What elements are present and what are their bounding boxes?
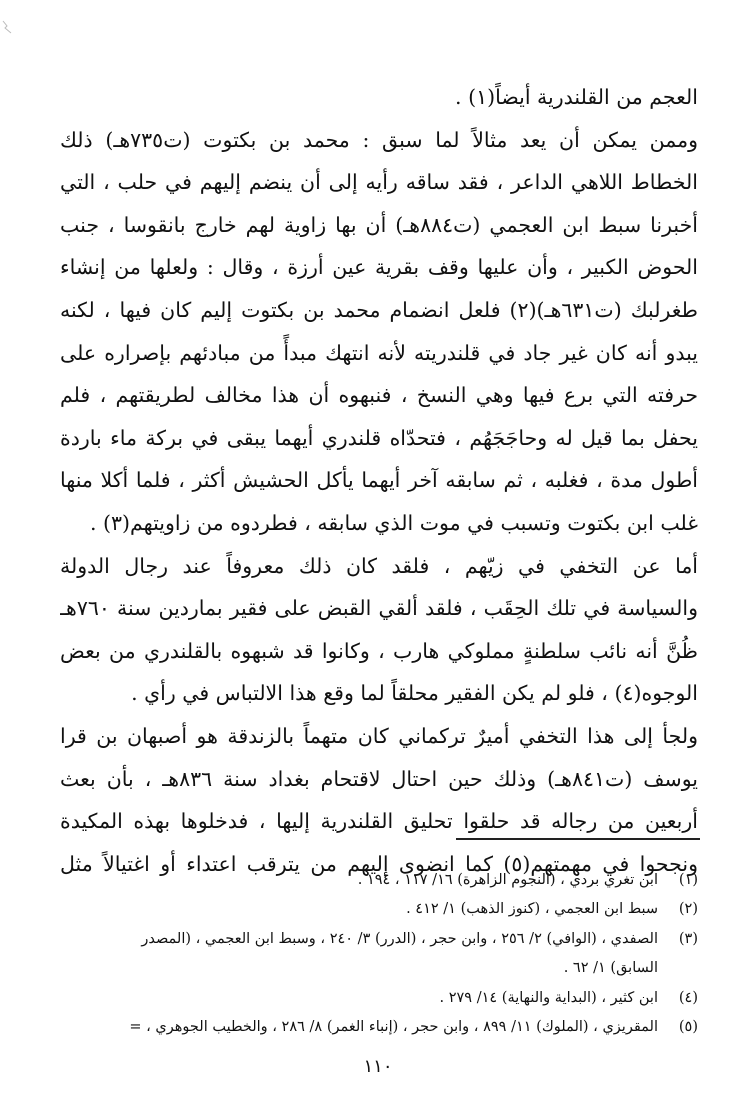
footnote-text: سبط ابن العجمي ، (كنوز الذهب) ١/ ٤١٢ . (406, 901, 658, 918)
footnote-number: (٣) (678, 930, 698, 947)
footnote-number: (٥) (678, 1018, 698, 1035)
text-line: أطول مدة ، فغلبه ، ثم سابقه آخر أيهما يأكل الحشيش أكثر ، فلما أكلا منها (60, 468, 698, 493)
text-line: يحفل بما قيل له وحاجَجَهُم ، فتحدّاه قلندري أيهما يبقى في بركة ماء باردة (60, 425, 698, 450)
footnote (60, 866, 698, 895)
text-line: حرفته التي برع فيها وهي النسخ ، فنبهوه أن هذا مخالف لطريقتهم ، فلم (60, 383, 698, 408)
text-line: طغرلبك (ت٦٣١هـ)(٢) فلعل انضمام محمد بن بكتوت إليم كان فيها ، لكنه (60, 297, 698, 322)
page-number: ١١٠ (363, 1056, 393, 1077)
text-line: والسياسة في تلك الحِقَب ، فلقد ألقي القبض على فقير بماردين سنة ٧٦٠هـ (60, 596, 698, 621)
text-line: يبدو أنه كان غير جاد في قلندريته لأنه انتهك مبدأً من مبادئهم بإصراره على (60, 340, 698, 365)
text-line: العجم من القلندرية أيضاً(١) . (455, 85, 698, 109)
text-line: ظُنَّ أنه نائب سلطنةٍ مملوكي هارب ، وكانوا قد شبهوه بالقلندري من بعض (60, 638, 698, 663)
text-line: الوجوه(٤) ، فلو لم يكن الفقير محلقاً لما وقع هذا الالتباس في رأي . (131, 681, 698, 706)
text-line: ولجأ إلى هذا التخفي أميرٌ تركماني كان متهماً بالزندقة هو أصبهان بن قرا (60, 723, 698, 748)
text-line: ونجحوا في مهمتهم(٥) كما انضوى إليهم من يترقب اعتداء أو اغتيالاً مثل (60, 851, 698, 876)
text-line: أما عن التخفي في زيّهم ، فلقد كان ذلك معروفاً عند رجال الدولة (60, 553, 698, 578)
text-line: أخبرنا سبط ابن العجمي (ت٨٨٤هـ) أن بها زاوية لهم خارج بانقوسا ، جنب (60, 212, 698, 237)
text-line: الخطاط اللاهي الداعر ، فقد ساقه رأيه إلى أن ينضم إليهم في حلب ، التي (60, 170, 698, 195)
footnote (60, 925, 698, 954)
text-line: الحوض الكبير ، وأن عليها وقف بقرية عين أرزة ، وقال : ولعلها من إنشاء (60, 255, 698, 280)
footnote (60, 984, 698, 1013)
footnotes (60, 866, 698, 1042)
footnote-text: الصفدي ، (الوافي) ٢/ ٢٥٦ ، وابن حجر ، (الدرر) ٣/ ٢٤٠ ، وسبط ابن العجمي ، (المصدر (141, 930, 658, 947)
text-line: أربعين من رجاله قد حلقوا تحليق القلندرية إليها ، فدخلوها بهذه المكيدة (60, 809, 698, 834)
footnote-number: (٢) (678, 901, 698, 918)
footnote-continuation (60, 954, 698, 983)
footnote-separator (456, 838, 700, 840)
footnote-text: ابن تغري بردي ، (النجوم الزاهرة) ١٦/ ١١٧ ، ١٩٤ . (357, 872, 658, 888)
text-line: غلب ابن بكتوت وتسبب في موت الذي سابقه ، فطردوه من زاويتهم(٣) . (89, 510, 698, 535)
text-line: يوسف (ت٨٤١هـ) وذلك حين احتال لاقتحام بغداد سنة ٨٣٦هـ ، بأن بعث (60, 766, 698, 791)
scan-corner-mark (2, 20, 12, 34)
footnote-number: (٤) (678, 989, 698, 1006)
footnote-text: ابن كثير ، (البداية والنهاية) ١٤/ ٢٧٩ . (439, 989, 658, 1006)
footnote-number: (١) (678, 872, 698, 888)
footnote-text: السابق) ١/ ٦٢ . (563, 960, 658, 977)
footnote (60, 895, 698, 924)
footnote (60, 1013, 698, 1042)
footnote-text: المقريزي ، (الملوك) ١١/ ٨٩٩ ، وابن حجر ، (إنباء الغمر) ٨/ ٢٨٦ ، والخطيب الجوهري ، = (129, 1018, 658, 1035)
text-line: وممن يمكن أن يعد مثالاً لما سبق : محمد بن بكتوت (ت٧٣٥هـ) ذلك (60, 127, 698, 152)
main-text (60, 76, 698, 885)
